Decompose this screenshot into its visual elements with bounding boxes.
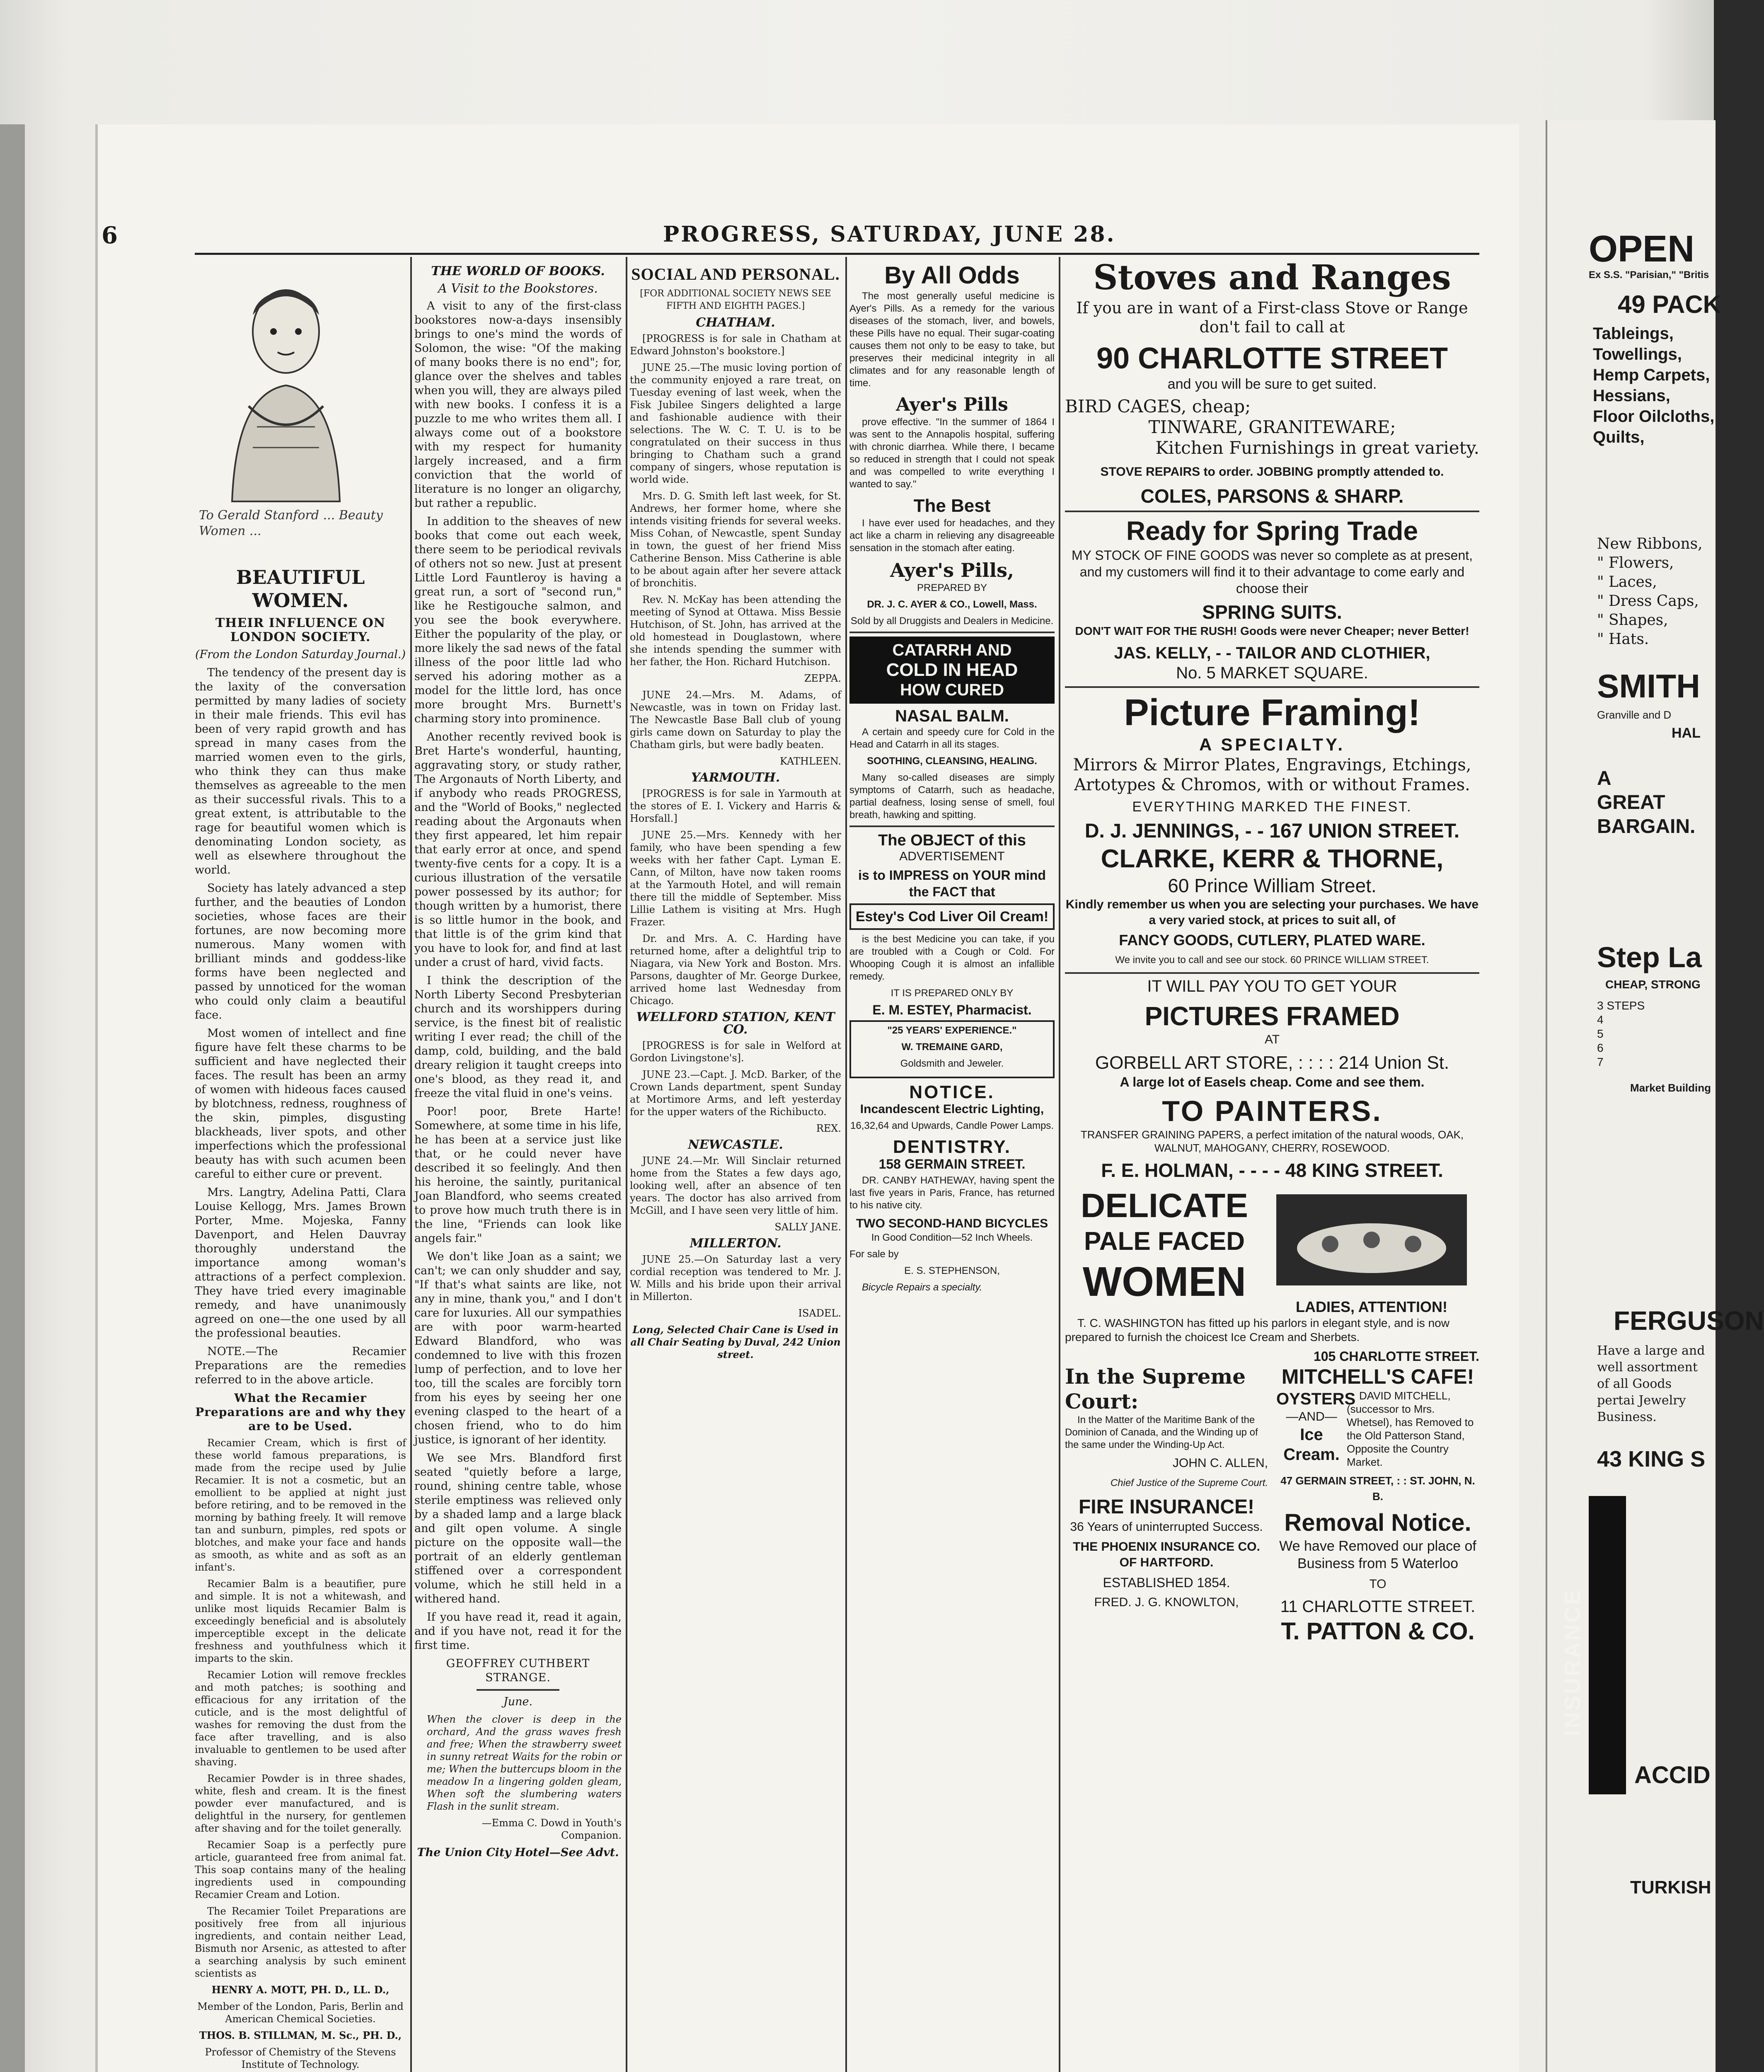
column-ads-medicine bbox=[849, 261, 1055, 2072]
ad-heading: TURKISH bbox=[1630, 1877, 1711, 1898]
column-social-personal bbox=[630, 261, 841, 2072]
separator bbox=[849, 825, 1055, 827]
ad-text: In Good Condition—52 Inch Wheels. bbox=[871, 1232, 1033, 1243]
ribbon-list bbox=[1597, 535, 1703, 649]
list-item: Floor Oilcloths, bbox=[1593, 407, 1715, 426]
correspondent: ISADEL. bbox=[798, 1307, 841, 1319]
ad-text: Granville and D bbox=[1597, 709, 1672, 721]
ad-text: 36 Years of uninterrupted Success. bbox=[1070, 1520, 1263, 1534]
paragraph: Recamier Powder is in three shades, white, flesh and cream. It is the finest powder ever manufactured, and is delightful in the nursery, for gentlemen after shaving and for the toilet generally. bbox=[195, 1773, 406, 1834]
ad-address: 43 KING S bbox=[1597, 1447, 1706, 1472]
scientist-title: Member of the London, Paris, Berlin and American Chemical Societies. bbox=[197, 2001, 404, 2025]
ad-title: In the Supreme Court: bbox=[1065, 1364, 1246, 1414]
ad-title: FIRE INSURANCE! bbox=[1078, 1496, 1254, 1518]
ad-text: Goldsmith and Jeweler. bbox=[900, 1058, 1004, 1069]
ad-title: Ready for Spring Trade bbox=[1126, 516, 1418, 546]
ad-text: Bicycle Repairs a specialty. bbox=[862, 1282, 982, 1293]
ad-text: Ex S.S. "Parisian," "Britis bbox=[1589, 269, 1709, 281]
col-divider-3 bbox=[845, 257, 847, 2072]
ad-text: Kindly remember us when you are selecting your purchases. We have a very varied stock, at prices to suit all, of bbox=[1065, 898, 1479, 927]
paragraph: Mrs. D. G. Smith left last week, for St. Andrews, her former home, where she intends visiting friends for several weeks. Miss Cohan, of Newcastle, spent Sunday in town, the guest of her friend Miss Catherine Benson. Miss Catherine is able to be about again after her severe attack of bronchitis. bbox=[630, 490, 841, 589]
ad-text: —AND— bbox=[1286, 1410, 1337, 1423]
ad-company: JAS. KELLY, - - TAILOR AND CLOTHIER, bbox=[1114, 644, 1430, 662]
ad-text: is the best Medicine you can take, if you are troubled with a Cough or Cold. For Whooping Cough it is almost an infallible remedy. bbox=[849, 934, 1055, 982]
ad-text: 16,32,64 and Upwards, Candle Power Lamps. bbox=[850, 1120, 1054, 1131]
ad-text: ESTABLISHED 1854. bbox=[1103, 1575, 1230, 1590]
ad-heading: ACCID bbox=[1634, 1762, 1711, 1789]
list-item: " Dress Caps, bbox=[1597, 593, 1699, 610]
ad-heading: SPRING SUITS. bbox=[1202, 601, 1342, 623]
paragraph: We don't like Joan as a saint; we can't; we can only shudder and say, "If that's what saints are like, not any in mine, thank you," and I don't care for luxuries. All our sympathies are with poor warm-hearted Edward Blandford, who was condemned to live with this frozen lump of perfection, and to love her too, till the scales are forcibly torn from his eyes by seeing her one evening clasped to the heart of a chosen friend, who to do him justice, is ignorant of her identity. bbox=[414, 1250, 622, 1446]
ad-text: SOOTHING, CLEANSING, HEALING. bbox=[867, 755, 1037, 767]
scan-left-border bbox=[0, 124, 25, 2072]
poem-text: When the clover is deep in the orchard, And the grass waves fresh and free; When the strawberry sweet in sunny retreat Waits for the robin or me; When the buttercups bloom in the meadow In a lingering golden gleam, When soft the slumbering waters Flash in the sunlit stream. bbox=[427, 1714, 622, 1812]
list-item: 6 bbox=[1597, 1041, 1604, 1054]
ad-heading: The OBJECT of this bbox=[878, 832, 1026, 849]
paragraph: A visit to any of the first-class bookstores now-a-days insensibly brings to one's mind the words of Solomon, the wise: "Of the making of many books there is no end"; for, glance over the shelves and tables when you will, they are always piled with new books. I confess it is a puzzle to me who writes them all. I always come out of a bookstore with my respect for humanity largely increased, and a firm conviction that the world of literature is no longer an oligarchy, but rather a republic. bbox=[414, 300, 622, 510]
cafe-row bbox=[1276, 1389, 1479, 1473]
list-item: Towellings, bbox=[1593, 345, 1682, 363]
insurance-banner bbox=[1589, 1496, 1626, 1794]
ad-text: JOHN C. ALLEN, bbox=[1172, 1456, 1268, 1470]
ad-heading: OYSTERS bbox=[1276, 1390, 1356, 1408]
column-footer: The Union City Hotel—See Advt. bbox=[417, 1846, 619, 1859]
separator bbox=[849, 632, 1055, 633]
ad-text: FANCY GOODS, CUTLERY, PLATED WARE. bbox=[1119, 932, 1425, 949]
paragraph: JUNE 23.—Capt. J. McD. Barker, of the Crown Lands department, spent Sunday at Mortimore Arms, and left yesterday for the upper waters of the Richibucto. bbox=[630, 1069, 841, 1118]
ad-heading: NOTICE. bbox=[909, 1082, 995, 1102]
ad-text: Chief Justice of the Supreme Court. bbox=[1110, 1477, 1268, 1489]
article-author: GEOFFREY CUTHBERT STRANGE. bbox=[446, 1657, 590, 1684]
ad-text: IT IS PREPARED ONLY BY bbox=[890, 988, 1014, 999]
scientist-title: Professor of Chemistry of the Stevens Institute of Technology. bbox=[205, 2046, 396, 2070]
correspondent: KATHLEEN. bbox=[780, 755, 841, 767]
delicate-women-ad bbox=[1065, 1186, 1264, 1316]
legal-notices bbox=[1065, 1364, 1268, 1646]
portrait-signature: To Gerald Stanford ... Beauty Women ... bbox=[199, 508, 383, 538]
ad-line: BIRD CAGES, cheap; bbox=[1065, 396, 1251, 416]
ad-text: I have ever used for headaches, and they act like a charm in relieving any disagreeable sensation in the stomach after eating. bbox=[849, 518, 1055, 554]
ad-line: Kitchen Furnishings in great variety. bbox=[1155, 438, 1479, 458]
ad-heading: INSURANCE bbox=[1560, 1588, 1585, 1736]
ad-text: We invite you to call and see our stock. 60 PRINCE WILLIAM STREET. bbox=[1115, 954, 1429, 966]
ad-company: T. PATTON & CO. bbox=[1281, 1618, 1475, 1645]
ad-title: Step La bbox=[1597, 941, 1702, 973]
ad-company: CLARKE, KERR & THORNE, bbox=[1101, 845, 1444, 873]
ad-text: prove effective. "In the summer of 1864 I was sent to the Annapolis hospital, suffering with chronic diarrhea. While there, I became so reduced in strength that I could not speak and was compelled to write everything I wanted to say." bbox=[849, 416, 1055, 490]
ad-text: STOVE REPAIRS to order. JOBBING promptly attended to. bbox=[1100, 465, 1444, 479]
article-subtitle: THEIR INFLUENCE ON LONDON SOCIETY. bbox=[215, 616, 386, 644]
paragraph: Recamier Lotion will remove freckles and moth patches; is soothing and efficacious for any irritation of the cuticle, and is the most delightful of washes for removing the dust from the face after travelling, and is also invaluable to gentlemen to be used after shaving. bbox=[195, 1669, 406, 1768]
ad-title: DELICATE bbox=[1081, 1187, 1248, 1225]
list-item: Tableings, bbox=[1593, 324, 1674, 343]
jeweler-box bbox=[849, 1020, 1055, 1078]
ad-text: If you are in want of a First-class Stove or Range don't fail to call at bbox=[1076, 299, 1468, 336]
ad-company: COLES, PARSONS & SHARP. bbox=[1140, 485, 1404, 507]
ad-text: T. C. WASHINGTON has fitted up his parlors in elegant style, and is now prepared to furnish the choicest Ice Cream and Sherbets. bbox=[1065, 1317, 1449, 1343]
paragraph: JUNE 24.—Mrs. M. Adams, of Newcastle, was in town on Friday last. The Newcastle Base Ball club of young girls came down on Saturday to play the Chatham girls, but were badly beaten. bbox=[630, 689, 841, 750]
ad-title: WOMEN bbox=[1082, 1259, 1246, 1305]
paragraph: I think the description of the North Liberty Second Presbyterian church and its worshippers during service, is the finest bit of realistic writing I ever read; the chill of the damp, cold, building, and the bald dreary religion it taught creeps into one's blood, as they read it, and freeze the vital fluid in one's veins. bbox=[414, 974, 622, 1100]
catarrh-box bbox=[849, 637, 1055, 704]
ad-text: A certain and speedy cure for Cold in the Head and Catarrh in all its stages. bbox=[849, 726, 1055, 750]
article-subtitle: A Visit to the Bookstores. bbox=[438, 281, 598, 296]
ad-text: We have Removed our place of Business from 5 Waterloo bbox=[1279, 1538, 1476, 1571]
ad-text: DON'T WAIT FOR THE RUSH! Goods were never Cheaper; never Better! bbox=[1075, 625, 1469, 637]
ad-text: Incandescent Electric Lighting, bbox=[860, 1102, 1044, 1116]
correspondent: SALLY JANE. bbox=[774, 1221, 841, 1233]
ad-title: PICTURES FRAMED bbox=[1145, 1001, 1400, 1031]
ad-company: D. J. JENNINGS, - - 167 UNION STREET. bbox=[1084, 820, 1460, 842]
list-item: " Laces, bbox=[1597, 574, 1657, 591]
ad-company: W. TREMAINE GARD, bbox=[901, 1041, 1003, 1053]
ad-heading: Ayer's Pills bbox=[896, 394, 1008, 415]
ad-line: TINWARE, GRANITEWARE; bbox=[1148, 417, 1396, 437]
ad-heading: 49 PACK bbox=[1618, 290, 1721, 318]
list-item: " Hats. bbox=[1597, 631, 1649, 648]
separator bbox=[477, 1689, 559, 1691]
ad-text: Many so-called diseases are simply symptoms of Catarrh, such as headache, partial deafness, losing sense of smell, foul breath, hawking and spitting. bbox=[849, 772, 1055, 821]
ad-company: E. M. ESTEY, Pharmacist. bbox=[872, 1002, 1032, 1017]
paragraph: Poor! poor, Brete Harte! Somewhere, at some time in his life, he has been at a service just like that, or he could never have described it so feelingly. And then his heroine, the saintly, puritanical Joan Blandford, who seems created to prove how much truth there is in the line, "Friends can look like angels fair." bbox=[414, 1105, 622, 1245]
icecream-table-illustration bbox=[1268, 1186, 1475, 1294]
town-heading: CHATHAM. bbox=[696, 315, 775, 330]
catarrh-line: HOW CURED bbox=[900, 681, 1004, 699]
ad-company: F. E. HOLMAN, - - - - 48 KING STREET. bbox=[1101, 1159, 1443, 1181]
paragraph: Recamier Balm is a beautifier, pure and simple. It is not a whitewash, and unlike most liquids Recamier Balm is exceedingly beneficial and is absolutely imperceptible except in the delicate freshness and youthfulness which it imparts to the skin. bbox=[195, 1578, 406, 1664]
col-divider-1 bbox=[410, 257, 412, 2072]
column-world-of-books bbox=[414, 261, 622, 2072]
paragraph: The Recamier Toilet Preparations are positively free from all injurious ingredients, and contain neither Lead, Bismuth nor Arsenic, as attested to after a searching analysis by such eminent scientists as bbox=[195, 1905, 406, 1979]
ad-company: FRED. J. G. KNOWLTON, bbox=[1094, 1595, 1239, 1609]
list-item: Quilts, bbox=[1593, 428, 1645, 446]
bottom-ad-row bbox=[1065, 1364, 1479, 1646]
ad-company: E. S. STEPHENSON, bbox=[904, 1265, 1000, 1276]
ad-heading: TWO SECOND-HAND BICYCLES bbox=[856, 1217, 1048, 1230]
ad-text: In the Matter of the Maritime Bank of the Dominion of Canada, and the Winding up of the same under the Winding-Up Act. bbox=[1065, 1414, 1258, 1450]
ad-text: DR. CANBY HATHEWAY, having spent the last five years in Paris, France, has returned to his native city. bbox=[849, 1175, 1055, 1211]
ad-text: EVERYTHING MARKED THE FINEST. bbox=[1132, 799, 1412, 815]
paragraph: The tendency of the present day is the laxity of the conversation permitted by many ladies of society in their male friends. This evil has been of very rapid growth and has spread in many cases from the married women even to the girls, who think they can thus make themselves as agreeable to the men as their successful rivals. This to a great extent, is attributable to the rage for beautiful women which is denominating London society, as well as elsewhere throughout the world. bbox=[195, 666, 406, 876]
ad-heading: A GREAT BARGAIN. bbox=[1597, 767, 1696, 838]
ad-heading: A SPECIALTY. bbox=[1199, 735, 1345, 754]
town-heading: NEWCASTLE. bbox=[688, 1138, 783, 1152]
article-title: THE WORLD OF BOOKS. bbox=[431, 264, 605, 278]
ad-text: CHEAP, STRONG bbox=[1605, 978, 1701, 991]
column-ads-stores bbox=[1065, 257, 1479, 2072]
paragraph: Mrs. Langtry, Adelina Patti, Clara Louise Kellogg, Mrs. James Brown Porter, Mme. Mojeska, Fanny Davenport, and Helen Dauvray thoroughly understand the importance among woman's attractions of a perfect complexion. They have tried every imaginable remedy, and have unanimously agreed on one—the one used by all the professional beauties. bbox=[195, 1186, 406, 1340]
ad-text: PREPARED BY bbox=[917, 582, 987, 593]
ad-text: 158 GERMAIN STREET. bbox=[878, 1157, 1026, 1172]
ad-text: IT WILL PAY YOU TO GET YOUR bbox=[1147, 977, 1397, 995]
paragraph: JUNE 24.—Mr. Will Sinclair returned home from the States a few days ago, looking well, after an absence of ten years. The doctor has also arrived from McGill, and I have seen very little of him. bbox=[630, 1155, 841, 1216]
page-number: 6 bbox=[102, 222, 118, 249]
ad-text: For sale by bbox=[849, 1249, 899, 1260]
ad-heading: is to IMPRESS on YOUR mind the FACT that bbox=[858, 868, 1046, 899]
ad-text: HAL bbox=[1672, 725, 1701, 741]
ad-address: 47 GERMAIN STREET, : : ST. JOHN, N. B. bbox=[1280, 1474, 1475, 1503]
ad-text: and you will be sure to get suited. bbox=[1167, 376, 1377, 392]
section-note: [FOR ADDITIONAL SOCIETY NEWS SEE FIFTH AND EIGHTH PAGES.] bbox=[640, 288, 831, 311]
paragraph: In addition to the sheaves of new books that come out each week, there seem to be periodical revivals of others not so new. Just at present Little Lord Fauntleroy is having a great run, a sort of "second run," like he Restigouche salmon, and you see the book everywhere. Either the popularity of the play, or more likely the sad news of the fatal illness of the poor little lad who served his adoring mother as a model for the little lord, has once more brought Mrs. Burnett's charming story into prominence. bbox=[414, 515, 622, 725]
article-title: BEAUTIFUL WOMEN. bbox=[236, 566, 365, 612]
ad-text: TO bbox=[1369, 1577, 1387, 1591]
ad-title: By All Odds bbox=[884, 262, 1020, 289]
ad-title: Picture Framing! bbox=[1124, 692, 1420, 733]
paragraph: Another recently revived book is Bret Harte's wonderful, haunting, aggravating story, or study rather, The Argonauts of North Liberty, and if anybody who reads PROGRESS, and the "World of Books," neglected reading about the Argonauts when they first appeared, let him repair that early error at once, and spend twenty-five cents for a copy. It is a curious illustration of the versatile power possessed by its author; for though written by a humorist, there is so little humor in the book, and that little is of the grim kind that you have to look for, and find at last under a crust of hard, vivid facts. bbox=[414, 731, 622, 969]
ad-address: 60 Prince William Street. bbox=[1168, 875, 1377, 896]
ad-company: FERGUSON bbox=[1614, 1306, 1764, 1336]
delicate-ladies-row bbox=[1065, 1186, 1479, 1316]
ad-address: 11 CHARLOTTE STREET. bbox=[1280, 1598, 1476, 1616]
paragraph: [PROGRESS is for sale in Yarmouth at the stores of E. I. Vickery and Harris & Horsfall.] bbox=[630, 788, 841, 824]
ad-title: Stoves and Ranges bbox=[1093, 258, 1451, 298]
ad-title: TO PAINTERS. bbox=[1162, 1095, 1382, 1127]
paragraph: [PROGRESS is for sale in Welford at Gordon Livingstone's]. bbox=[630, 1040, 841, 1064]
paragraph: JUNE 25.—On Saturday last a very cordial reception was tendered to Mr. J. W. Mills and his bride upon their arrival in Millerton. bbox=[630, 1254, 841, 1302]
section-heading: What the Recamier Preparations are and why they are to be Used. bbox=[195, 1391, 406, 1433]
ad-company: THE PHOENIX INSURANCE CO. OF HARTFORD. bbox=[1073, 1540, 1260, 1569]
separator bbox=[1065, 686, 1479, 688]
paragraph: Dr. and Mrs. A. C. Harding have returned home, after a delightful trip to Niagara, via New York and Boston. Mrs. Parsons, daughter of Mr. George Durkee, arrived home last Wednesday from Chicago. bbox=[630, 933, 841, 1007]
ad-heading: The Best bbox=[913, 496, 991, 516]
catarrh-line: COLD IN HEAD bbox=[886, 660, 1018, 680]
paragraph: Rev. N. McKay has been attending the meeting of Synod at Ottawa. Miss Bessie Hutchison, of St. John, has arrived at the old homestead in Douglastown, where she intends spending the summer with her father, the Hon. Richard Hutchison. bbox=[630, 594, 841, 668]
ad-address: 105 CHARLOTTE STREET. bbox=[1313, 1349, 1479, 1364]
ad-heading: Estey's Cod Liver Oil Cream! bbox=[849, 903, 1055, 930]
ad-address: 90 CHARLOTTE STREET bbox=[1096, 342, 1448, 375]
list-item: Hessians, bbox=[1593, 387, 1670, 405]
poem-author: —Emma C. Dowd in Youth's Companion. bbox=[482, 1817, 622, 1841]
cafe-removal-ads bbox=[1276, 1364, 1479, 1646]
ladies-attention-ad bbox=[1268, 1186, 1475, 1316]
ad-text: ADVERTISEMENT bbox=[899, 850, 1005, 863]
ad-text: TRANSFER GRAINING PAPERS, a perfect imitation of the natural woods, OAK, WALNUT, MAHOGANY, CHERRY, ROSEWOOD. bbox=[1080, 1128, 1464, 1154]
column-footer: Long, Selected Chair Cane is Used in all Chair Seating by Duval, 242 Union street. bbox=[630, 1324, 841, 1360]
ad-title: PALE FACED bbox=[1084, 1227, 1245, 1256]
scientist-name: THOS. B. STILLMAN, M. Sc., PH. D., bbox=[199, 2029, 402, 2041]
ad-company: DR. J. C. AYER & CO., Lowell, Mass. bbox=[867, 599, 1037, 610]
ad-company: GORBELL ART STORE, : : : : 214 Union St. bbox=[1095, 1053, 1449, 1073]
scientist-name: HENRY A. MOTT, PH. D., LL. D., bbox=[211, 1984, 390, 1996]
separator bbox=[1065, 511, 1479, 512]
article-source: (From the London Saturday Journal.) bbox=[195, 648, 406, 661]
list-item: 5 bbox=[1597, 1027, 1604, 1040]
ad-heading: NASAL BALM. bbox=[895, 707, 1009, 725]
town-heading: MILLERTON. bbox=[690, 1236, 782, 1251]
paragraph: JUNE 25.—Mrs. Kennedy with her family, who have been spending a few weeks with her father Capt. Lyman E. Cann, of Milton, have now taken rooms at the Yarmouth Hotel, and will remain there till the middle of September. Miss Lillie Lathem is visiting at Mrs. Hugh Frazer. bbox=[630, 829, 841, 928]
header-rule bbox=[195, 253, 1479, 255]
paragraph: If you have read it, read it again, and if you have not, read it for the first time. bbox=[414, 1611, 622, 1652]
ad-heading: "25 YEARS' EXPERIENCE." bbox=[887, 1025, 1017, 1036]
ad-text: Sold by all Druggists and Dealers in Medicine. bbox=[850, 615, 1054, 627]
list-item: " Flowers, bbox=[1597, 554, 1674, 571]
steps-list bbox=[1597, 999, 1645, 1069]
ad-title: OPEN bbox=[1589, 228, 1695, 270]
ad-address: No. 5 MARKET SQUARE. bbox=[1176, 664, 1368, 682]
ad-text: Mirrors & Mirror Plates, Engravings, Etchings, Artotypes & Chromos, with or without Frames. bbox=[1073, 755, 1471, 794]
ad-text: MY STOCK OF FINE GOODS was never so complete as at present, and my customers will find it to their advantage to come early and choose their bbox=[1071, 548, 1473, 596]
ad-title: Removal Notice. bbox=[1284, 1509, 1471, 1536]
ad-heading: Ayer's Pills, bbox=[890, 559, 1014, 581]
paragraph: Society has lately advanced a step further, and the beauties of London societies, whose faces are their fortunes, are now becoming more numerous. Many women with brilliant minds and goddess-like forms have been neglected and passed by unnoticed for the woman who could only claim a beautiful face. bbox=[195, 882, 406, 1021]
catarrh-line: CATARRH AND bbox=[892, 641, 1012, 659]
portrait-illustration bbox=[207, 269, 365, 501]
item-list bbox=[1593, 323, 1714, 448]
paragraph: Recamier Soap is a perfectly pure article, guaranteed free from animal fat. This soap contains many of the healing ingredients used in compounding Recamier Cream and Lotion. bbox=[195, 1839, 406, 1900]
paragraph: Recamier Cream, which is first of these world famous preparations, is made from the recipe used by Julie Recamier. It is not a cosmetic, but an emollient to be applied at night just before retiring, and to be removed in the morning by bathing freely. It will remove tan and sunburn, pimples, red spots or blotches, and make your face and hands as smooth, as white and as soft as an infant's. bbox=[195, 1437, 406, 1573]
ad-text: The most generally useful medicine is Ayer's Pills. As a remedy for the various diseases of the stomach, liver, and bowels, these Pills have no equal. Their sugar-coating causes them not only to be easy to take, but preserves their medicinal integrity in all climates and for any reasonable length of time. bbox=[849, 290, 1055, 389]
separator bbox=[1065, 972, 1479, 974]
ad-company: SMITH bbox=[1597, 668, 1700, 704]
ad-text: A large lot of Easels cheap. Come and see them. bbox=[1120, 1075, 1425, 1089]
paragraph: JUNE 25.—The music loving portion of the community enjoyed a rare treat, on Tuesday evening of last week, when the Fisk Jubilee Singers delighted a large and fashionable audience with their selections. The W. C. T. U. is to be congratulated on their success in thus bringing to Chatham such a grand company of singers, whose reputation is world wide. bbox=[630, 362, 841, 485]
ad-heading: LADIES, ATTENTION! bbox=[1296, 1298, 1447, 1315]
section-title: SOCIAL AND PERSONAL. bbox=[631, 265, 840, 283]
list-item: " Shapes, bbox=[1597, 612, 1668, 629]
paragraph: NOTE.—The Recamier Preparations are the remedies referred to in the above article. bbox=[195, 1345, 406, 1386]
column-beautiful-women bbox=[195, 562, 406, 2070]
paragraph: [PROGRESS is for sale in Chatham at Edward Johnston's bookstore.] bbox=[630, 333, 841, 357]
page-header: PROGRESS, SATURDAY, JUNE 28. bbox=[663, 222, 1116, 247]
paragraph: We see Mrs. Blandford first seated "quietly before a large, round, shining centre table, whose sterile emptiness was relieved only by a shaded lamp and a large black and gilt open volume. A single picture on the opposite wall—the portrait of an elderly gentleman stiffened over a correspondent volume, which he still held in a withered hand. bbox=[414, 1452, 622, 1605]
town-heading: YARMOUTH. bbox=[691, 770, 780, 785]
ad-text: DAVID MITCHELL, (successor to Mrs. Whetsel), has Removed to the Old Patterson Stand, Opposite the Country Market. bbox=[1347, 1389, 1474, 1468]
list-item: 7 bbox=[1597, 1055, 1604, 1068]
col-divider-2 bbox=[626, 257, 627, 2072]
col-divider-4 bbox=[1059, 257, 1060, 2072]
town-heading: WELLFORD STATION, KENT CO. bbox=[636, 1010, 835, 1037]
poem-title: June. bbox=[503, 1695, 533, 1708]
ad-text: Have a large and well assortment of all Goods pertai Jewelry Business. bbox=[1597, 1343, 1705, 1424]
ad-heading: Ice Cream. bbox=[1283, 1426, 1340, 1464]
list-item: Hemp Carpets, bbox=[1593, 366, 1710, 384]
list-item: New Ribbons, bbox=[1597, 535, 1703, 552]
ad-title: MITCHELL'S CAFE! bbox=[1281, 1365, 1474, 1388]
ad-heading: DENTISTRY. bbox=[893, 1137, 1011, 1157]
list-item: 3 STEPS bbox=[1597, 999, 1645, 1012]
ad-text: Market Building bbox=[1630, 1082, 1711, 1094]
paragraph: Most women of intellect and fine figure have felt these charms to be sufficient and have neglected their faces. The result has been an army of women with hideous faces caused by blotchness, redness, roughness of the skin, pimples, disgusting blackheads, liver spots, and other imperfections which the professional beauty has with such acumen been careful to either cure or prevent. bbox=[195, 1027, 406, 1181]
correspondent: ZEPPA. bbox=[804, 673, 841, 684]
correspondent: REX. bbox=[816, 1123, 841, 1134]
list-item: 4 bbox=[1597, 1013, 1604, 1026]
adjacent-page bbox=[1546, 120, 1764, 2072]
ad-text: AT bbox=[1264, 1033, 1280, 1046]
